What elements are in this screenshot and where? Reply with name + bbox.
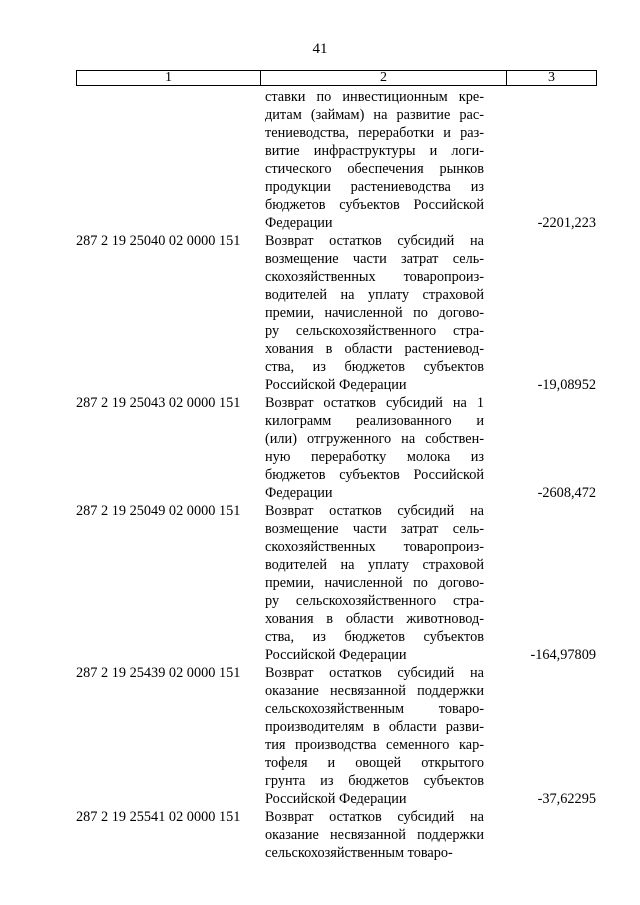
description-line: (или) отгруженного на собствен- — [265, 431, 484, 447]
description-line: бюджетов субъектов Российской — [265, 197, 484, 213]
description-line: тениеводства, переработки и раз- — [265, 125, 484, 141]
description-line: Возврат остатков субсидий на — [265, 665, 484, 681]
budget-code: 287 2 19 25040 02 0000 151 — [76, 233, 241, 249]
description-line: хования в области животновод- — [265, 611, 484, 627]
description — [265, 664, 484, 808]
table-header — [76, 70, 597, 86]
description-line: скохозяйственных товаропроиз- — [265, 269, 484, 285]
description-line: ства, из бюджетов субъектов — [265, 629, 484, 645]
description-line: Российской Федерации — [265, 647, 407, 663]
description-line: ру сельскохозяйственного стра- — [265, 593, 484, 609]
description-line: премии, начисленной по догово- — [265, 305, 484, 321]
description — [265, 502, 484, 664]
description-line: продукции растениеводства из — [265, 179, 484, 195]
table-row — [0, 664, 640, 808]
budget-code: 287 2 19 25439 02 0000 151 — [76, 665, 241, 681]
amount: -37,62295 — [537, 791, 596, 807]
table-row — [0, 502, 640, 664]
table-row — [0, 88, 640, 232]
description-line: Российской Федерации — [265, 377, 407, 393]
description-line: грунта из бюджетов субъектов — [265, 773, 484, 789]
amount: -2201,223 — [537, 215, 596, 231]
description-line: тофеля и овощей открытого — [265, 755, 484, 771]
description-line: ную переработку молока из — [265, 449, 484, 465]
amount: -164,97809 — [530, 647, 596, 663]
description-line: Возврат остатков субсидий на — [265, 503, 484, 519]
description-line: хования в области растениевод- — [265, 341, 484, 357]
budget-code: 287 2 19 25541 02 0000 151 — [76, 809, 241, 825]
table-row — [0, 394, 640, 502]
description-line: витие инфраструктуры и логи- — [265, 143, 484, 159]
column-header-1: 1 — [77, 71, 261, 85]
description-line: водителей на уплату страховой — [265, 287, 484, 303]
description-line: ру сельскохозяйственного стра- — [265, 323, 484, 339]
description-line: Федерации — [265, 215, 333, 231]
description — [265, 394, 484, 502]
amount: -19,08952 — [537, 377, 596, 393]
description-line: Возврат остатков субсидий на — [265, 233, 484, 249]
description-line: сельскохозяйственным товаро- — [265, 701, 484, 717]
description-line: стического обеспечения рынков — [265, 161, 484, 177]
column-header-3: 3 — [548, 70, 555, 85]
description-line: Возврат остатков субсидий на 1 — [265, 395, 484, 411]
description-line: килограмм реализованного и — [265, 413, 484, 429]
description-line: возмещение части затрат сель- — [265, 251, 484, 267]
description-line: Возврат остатков субсидий на — [265, 809, 484, 825]
description-line: производителям в области разви- — [265, 719, 484, 735]
description-line: оказание несвязанной поддержки — [265, 683, 484, 699]
description — [265, 88, 484, 232]
page-number: 41 — [312, 41, 328, 57]
description — [265, 232, 484, 394]
description-line: Российской Федерации — [265, 791, 407, 807]
table-row — [0, 808, 640, 862]
description-line: сельскохозяйственным товаро- — [265, 845, 453, 861]
description-line: ставки по инвестиционным кре- — [265, 89, 484, 105]
description — [265, 808, 484, 862]
budget-code: 287 2 19 25049 02 0000 151 — [76, 503, 241, 519]
description-line: возмещение части затрат сель- — [265, 521, 484, 537]
description-line: водителей на уплату страховой — [265, 557, 484, 573]
description-line: дитам (займам) на развитие рас- — [265, 107, 484, 123]
column-header-2: 2 — [261, 71, 507, 85]
description-line: скохозяйственных товаропроиз- — [265, 539, 484, 555]
description-line: бюджетов субъектов Российской — [265, 467, 484, 483]
budget-code: 287 2 19 25043 02 0000 151 — [76, 395, 241, 411]
table-row — [0, 232, 640, 394]
description-line: тия производства семенного кар- — [265, 737, 484, 753]
description-line: оказание несвязанной поддержки — [265, 827, 484, 843]
description-line: ства, из бюджетов субъектов — [265, 359, 484, 375]
description-line: Федерации — [265, 485, 333, 501]
description-line: премии, начисленной по догово- — [265, 575, 484, 591]
amount: -2608,472 — [537, 485, 596, 501]
table-body — [0, 88, 640, 862]
